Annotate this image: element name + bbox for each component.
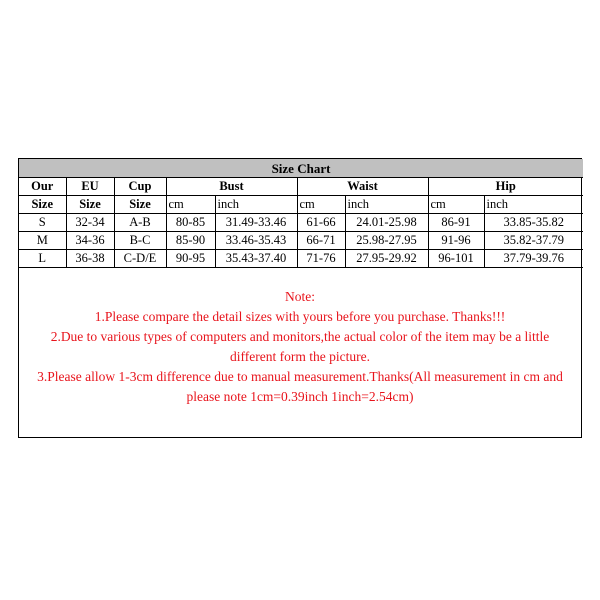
header-eu-size-line1: EU <box>66 178 114 196</box>
cell-bust-cm: 80-85 <box>166 214 215 232</box>
cell-bust-cm: 85-90 <box>166 232 215 250</box>
table-row <box>19 250 583 268</box>
cell-hip-cm: 86-91 <box>428 214 484 232</box>
cell-hip-cm: 91-96 <box>428 232 484 250</box>
cell-waist-inch: 25.98-27.95 <box>345 232 428 250</box>
cell-eu-size: 34-36 <box>66 232 114 250</box>
unit-bust-cm: cm <box>166 196 215 214</box>
unit-bust-inch: inch <box>215 196 297 214</box>
cell-our-size: L <box>19 250 66 268</box>
note-line-1: 1.Please compare the detail sizes with yours before you purchase. Thanks!!! <box>94 309 506 324</box>
note-line-3: 3.Please allow 1-3cm difference due to manual measurement.Thanks(All measurement in cm and please note 1cm=0.39inch 1inch=2.54cm) <box>37 369 563 404</box>
table-row <box>19 214 583 232</box>
header-bust: Bust <box>166 178 297 196</box>
table-row <box>19 232 583 250</box>
header-cup-size-line2: Size <box>114 196 166 214</box>
header-eu-size-line2: Size <box>66 196 114 214</box>
header-our-size-line2: Size <box>19 196 66 214</box>
cell-waist-cm: 61-66 <box>297 214 345 232</box>
cell-cup-size: A-B <box>114 214 166 232</box>
cell-hip-inch: 35.82-37.79 <box>484 232 583 250</box>
cell-our-size: M <box>19 232 66 250</box>
size-chart <box>18 158 582 438</box>
cell-waist-cm: 71-76 <box>297 250 345 268</box>
unit-waist-inch: inch <box>345 196 428 214</box>
cell-bust-inch: 31.49-33.46 <box>215 214 297 232</box>
cell-bust-inch: 35.43-37.40 <box>215 250 297 268</box>
cell-bust-inch: 33.46-35.43 <box>215 232 297 250</box>
cell-our-size: S <box>19 214 66 232</box>
cell-eu-size: 36-38 <box>66 250 114 268</box>
unit-hip-inch: inch <box>484 196 583 214</box>
header-waist: Waist <box>297 178 428 196</box>
note-heading: Note: <box>285 289 315 304</box>
cell-waist-inch: 24.01-25.98 <box>345 214 428 232</box>
header-hip: Hip <box>428 178 583 196</box>
cell-waist-inch: 27.95-29.92 <box>345 250 428 268</box>
size-table <box>19 159 583 268</box>
cell-eu-size: 32-34 <box>66 214 114 232</box>
header-cup-size-line1: Cup <box>114 178 166 196</box>
cell-hip-inch: 33.85-35.82 <box>484 214 583 232</box>
cell-cup-size: C-D/E <box>114 250 166 268</box>
cell-waist-cm: 66-71 <box>297 232 345 250</box>
cell-cup-size: B-C <box>114 232 166 250</box>
chart-title: Size Chart <box>19 159 583 178</box>
cell-bust-cm: 90-95 <box>166 250 215 268</box>
notes-section <box>19 268 581 407</box>
cell-hip-inch: 37.79-39.76 <box>484 250 583 268</box>
header-our-size-line1: Our <box>19 178 66 196</box>
unit-waist-cm: cm <box>297 196 345 214</box>
unit-hip-cm: cm <box>428 196 484 214</box>
note-line-2: 2.Due to various types of computers and monitors,the actual color of the item may be a little different form the picture. <box>50 329 550 364</box>
cell-hip-cm: 96-101 <box>428 250 484 268</box>
